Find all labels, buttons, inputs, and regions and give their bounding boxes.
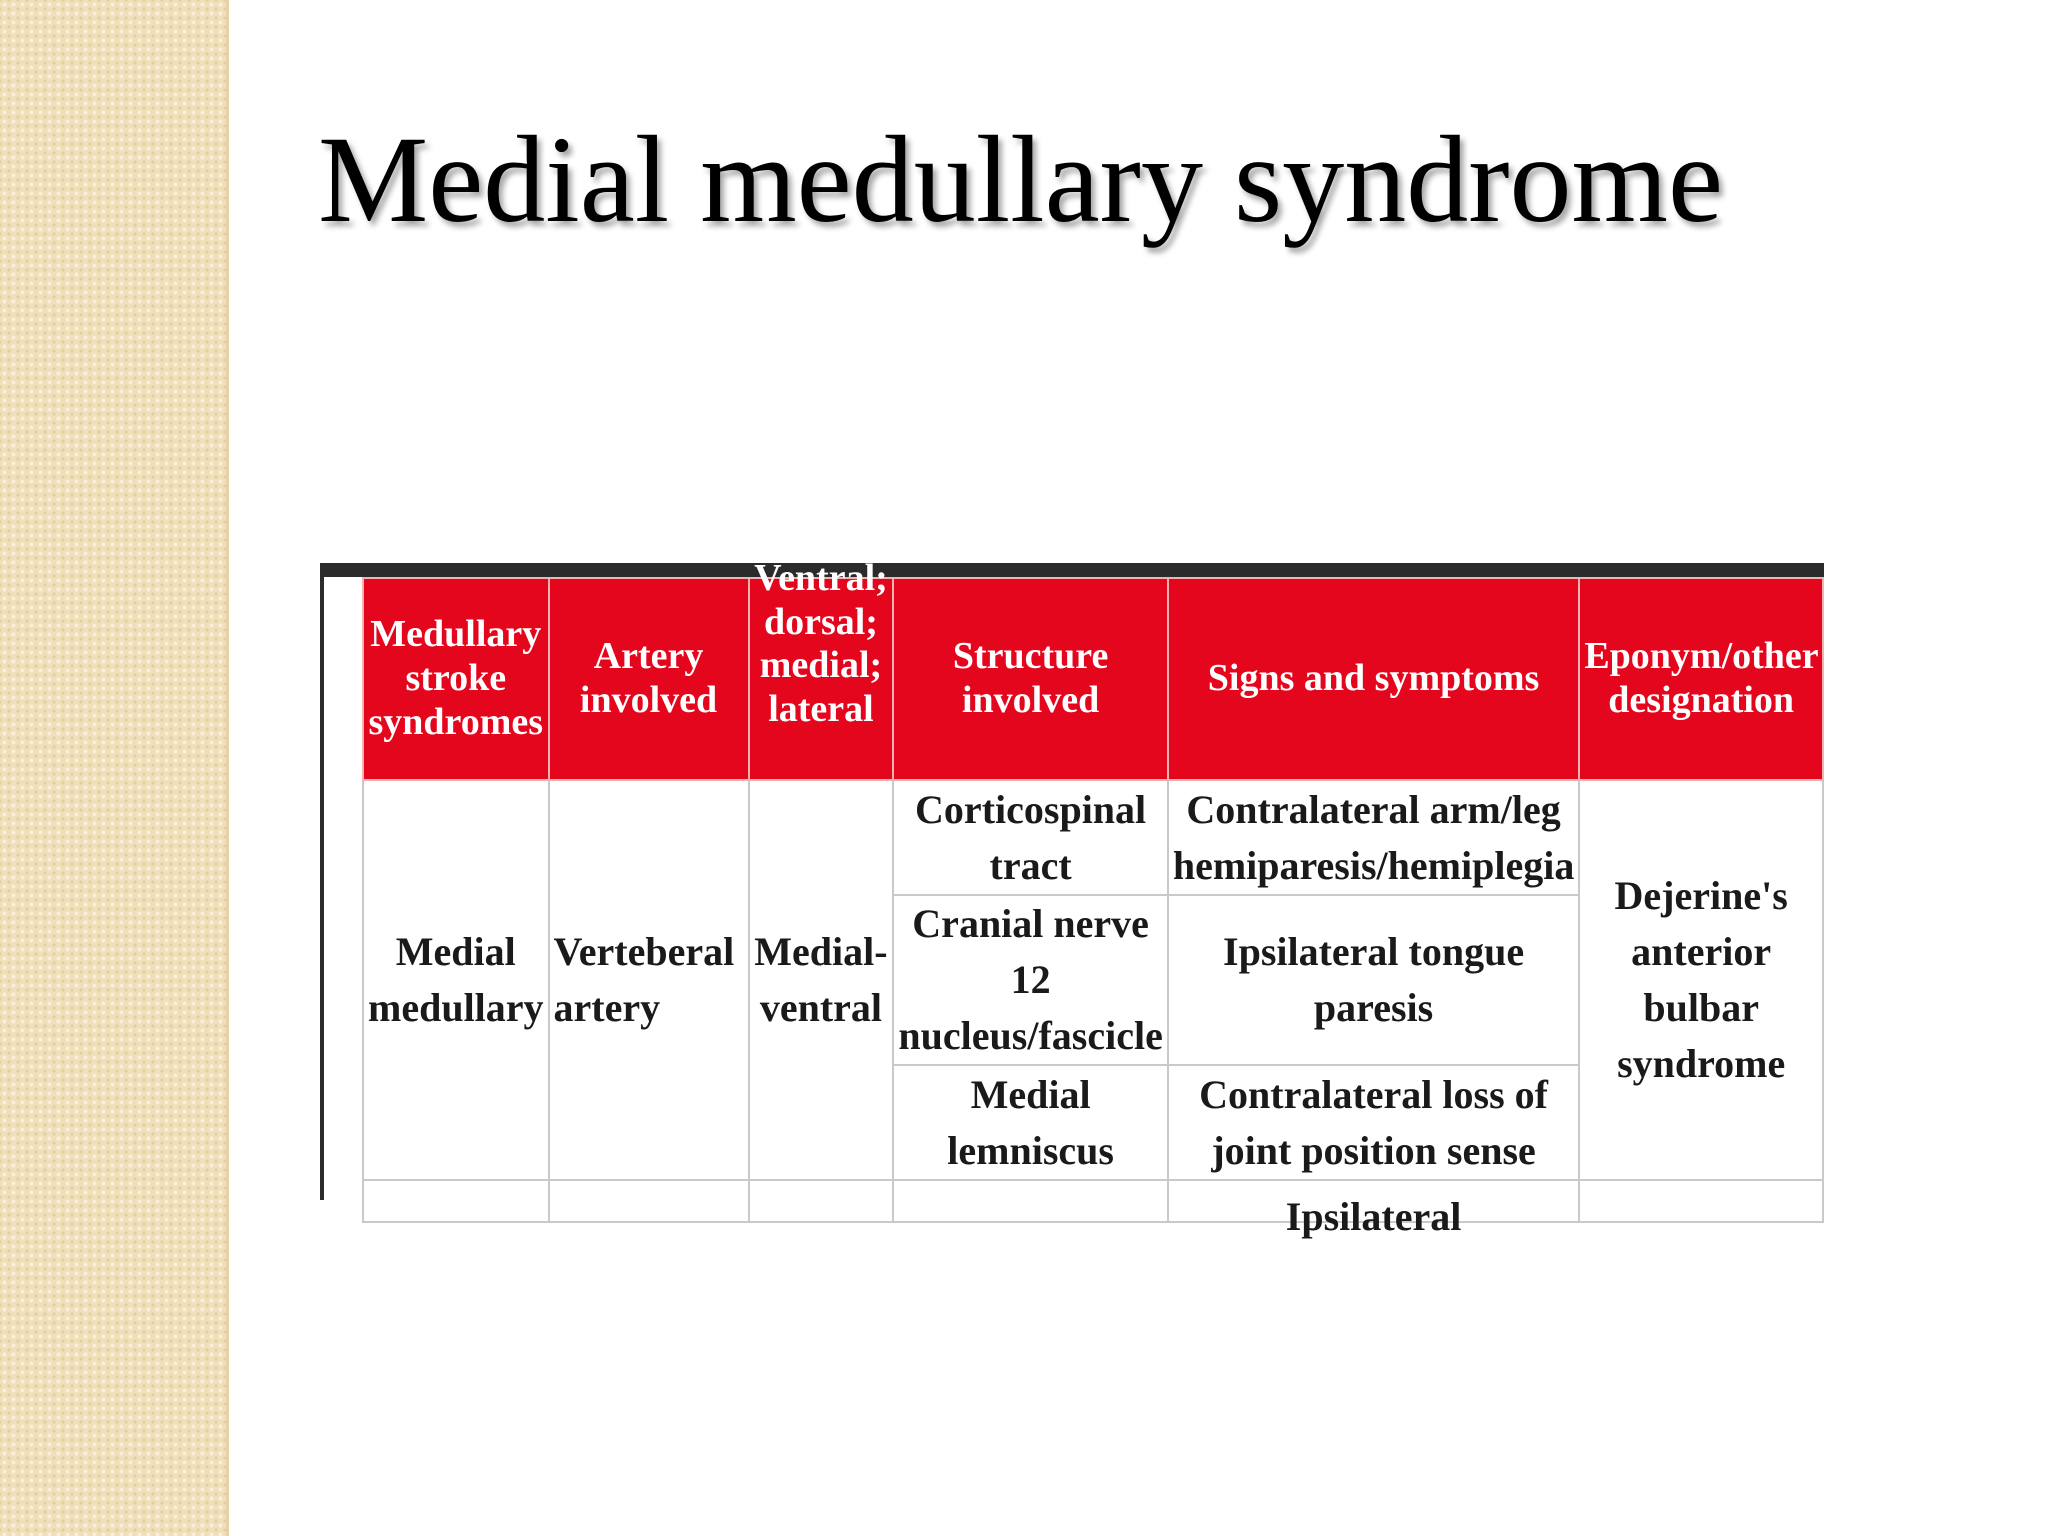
header-cell-artery: Artery involved	[549, 578, 749, 780]
table-image	[320, 557, 1824, 1239]
cell-structure: Corticospinal tract	[893, 780, 1167, 895]
cut-cell	[1579, 1180, 1823, 1222]
cut-cell	[749, 1180, 894, 1222]
frame-top-border	[320, 563, 1824, 577]
cut-cell-signs	[1168, 1180, 1579, 1239]
cut-signs-text: Ipsilateral	[1285, 1194, 1462, 1239]
cut-cell	[549, 1180, 749, 1222]
cut-cell	[363, 1180, 549, 1222]
slide-title: Medial medullary syndrome	[318, 111, 1723, 248]
header-cell-structure: Structure involved	[893, 578, 1167, 780]
header-cell-syndromes: Medullary stroke syndromes	[363, 578, 549, 780]
table-row-cut	[363, 1180, 1823, 1222]
cell-location: Medial-ventral	[749, 780, 894, 1180]
header-cell-location	[749, 557, 894, 780]
cell-signs: Contralateral loss of joint position sense	[1168, 1065, 1579, 1180]
decorative-side-band	[0, 0, 228, 1536]
table-row	[363, 780, 1823, 895]
cut-cell	[893, 1180, 1167, 1222]
cell-artery: Verteberal artery	[549, 780, 749, 1180]
cell-signs: Ipsilateral tongue paresis	[1168, 895, 1579, 1065]
header-location-label: Ventral; dorsal; medial; lateral	[754, 557, 888, 731]
cell-structure: Cranial nerve 12 nucleus/fascicle	[893, 895, 1167, 1065]
cell-eponym: Dejerine's anterior bulbar syndrome	[1579, 780, 1823, 1180]
cell-syndrome-name: Medial medullary	[363, 780, 549, 1180]
header-cell-signs: Signs and symptoms	[1168, 578, 1579, 780]
side-band-edge	[226, 0, 229, 1536]
cell-structure: Medial lemniscus	[893, 1065, 1167, 1180]
table-header-row	[363, 578, 1823, 780]
frame-left-border	[320, 563, 324, 1200]
medullary-syndrome-table	[362, 557, 1824, 1239]
cell-signs: Contralateral arm/leg hemiparesis/hemiplegia	[1168, 780, 1579, 895]
header-cell-eponym: Eponym/other designation	[1579, 578, 1823, 780]
